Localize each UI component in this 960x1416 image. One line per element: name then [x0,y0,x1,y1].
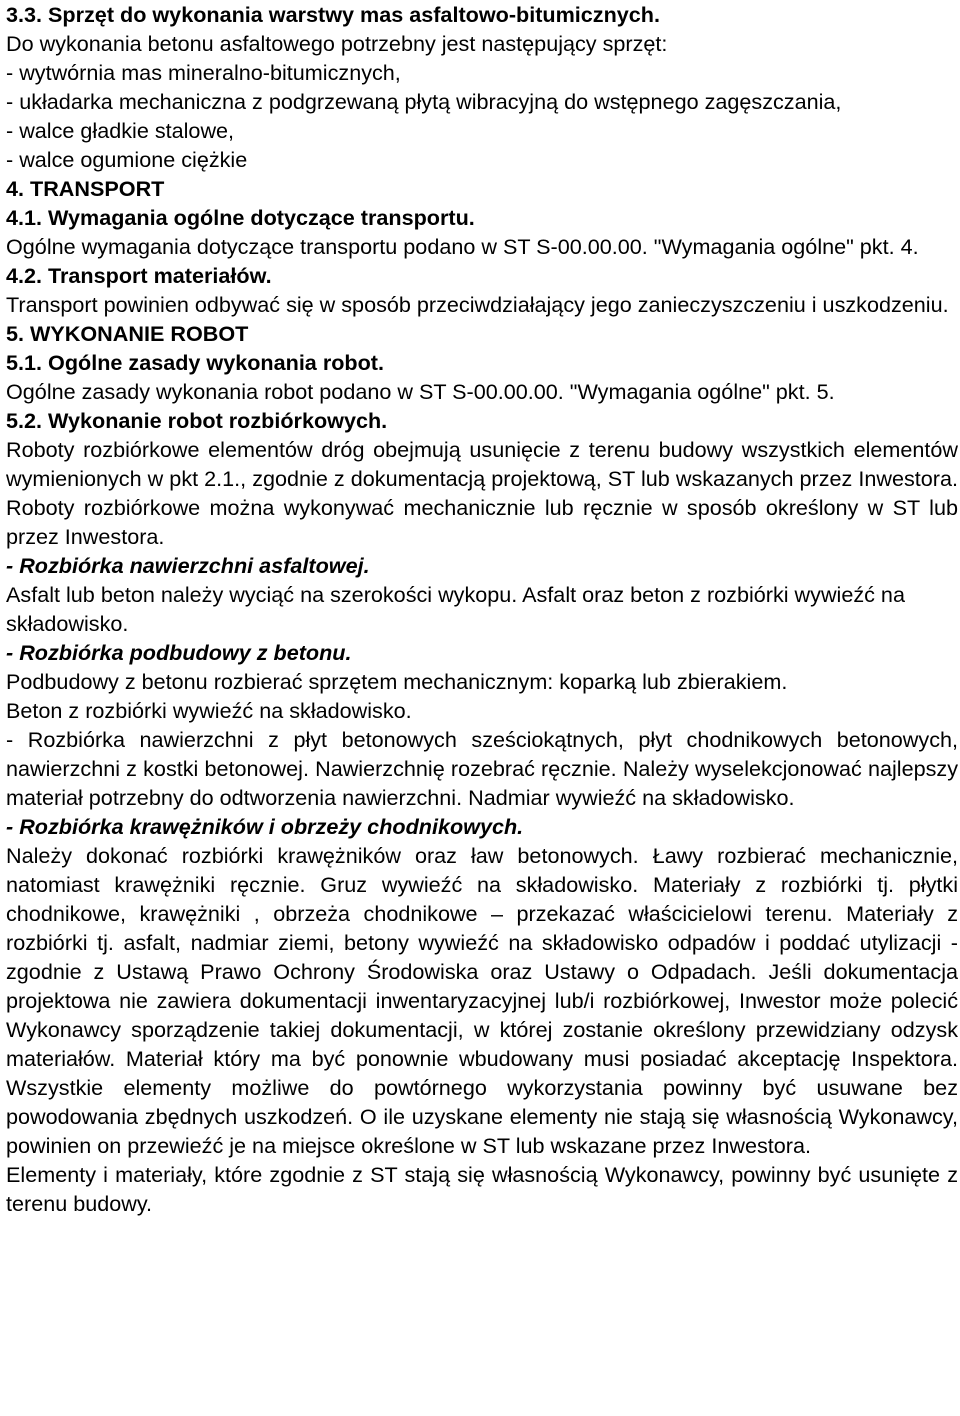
slab-demolition-text: - Rozbiórka nawierzchni z płyt betonowych sześciokątnych, płyt chodnikowych betonowych, nawierzchni z kostki betonowej. Nawierzchnię rozebrać ręcznie. Należy wyselekcjonować najlepszy materiał potrzebny do odtworzenia nawierzchni. Nadmiar wywieźć na składowisko. [6,727,958,810]
section-3-3-heading: 3.3. Sprzęt do wykonania warstwy mas asfaltowo-bitumicznych. [6,2,660,27]
concrete-base-demolition-heading: - Rozbiórka podbudowy z betonu. [6,640,352,665]
section-5-2-text: Roboty rozbiórkowe elementów dróg obejmują usunięcie z terenu budowy wszystkich elementów wymienionych w pkt 2.1., zgodnie z dokumentacją projektową, ST lub wskazanych przez Inwestora. Roboty rozbiórkowe można wykonywać mechanicznie lub ręcznie w sposób określony w ST lub przez Inwestora. [6,437,958,549]
section-4-1-text: Ogólne wymagania dotyczące transportu podano w ST S-00.00.00. "Wymagania ogólne" pkt. 4. [6,234,919,259]
section-4-2-text: Transport powinien odbywać się w sposób przeciwdziałający jego zanieczyszczeniu i uszkodzeniu. [6,292,949,317]
section-5-2-heading: 5.2. Wykonanie robot rozbiórkowych. [6,408,388,433]
asphalt-demolition-heading: - Rozbiórka nawierzchni asfaltowej. [6,553,370,578]
curb-demolition-text: Należy dokonać rozbiórki krawężników oraz ław betonowych. Ławy rozbierać mechanicznie, natomiast krawężniki ręcznie. Gruz wywieźć na składowisko. Materiały z rozbiórki tj. płytki chodnikowe, krawężniki , obrzeża chodnikowe – przekazać właścicielowi terenu. Materiały z rozbiórki tj. asfalt, nadmiar ziemi, betony wywieźć na składowisko odpadów i poddać utylizacji - zgodnie z Ustawą Prawo Ochrony Środowiska oraz Ustawy o Odpadach. Jeśli dokumentacja projektowa nie zawiera dokumentacji inwentaryzacyjnej lub/i rozbiórkowej, Inwestor może polecić Wykonawcy sporządzenie takiej dokumentacji, w której zostanie określony przewidziany odzysk materiałów. Materiał który ma być ponownie wbudowany musi posiadać akceptację Inspektora. Wszystkie elementy możliwe do powtórnego wykorzystania powinny być usuwane bez powodowania zbędnych uszkodzeń. O ile uzyskane elementy nie stają się własnością Wykonawcy, powinien on przewieźć je na miejsce określone w ST lub wskazane przez Inwestora. [6,843,958,1158]
concrete-base-demolition-text: Podbudowy z betonu rozbierać sprzętem mechanicznym: koparką lub zbierakiem. [6,669,788,694]
equipment-item: - wytwórnia mas mineralno-bitumicznych, [6,60,401,85]
section-5-1-heading: 5.1. Ogólne zasady wykonania robot. [6,350,384,375]
equipment-item: - walce gładkie stalowe, [6,118,235,143]
curb-demolition-heading: - Rozbiórka krawężników i obrzeży chodnikowych. [6,814,524,839]
section-4-1-heading: 4.1. Wymagania ogólne dotyczące transportu. [6,205,475,230]
equipment-item: - walce ogumione ciężkie [6,147,248,172]
equipment-intro: Do wykonania betonu asfaltowego potrzebny jest następujący sprzęt: [6,31,668,56]
section-5-heading: 5. WYKONANIE ROBOT [6,321,249,346]
section-4-heading: 4. TRANSPORT [6,176,165,201]
equipment-item: - układarka mechaniczna z podgrzewaną płytą wibracyjną do wstępnego zagęszczania, [6,89,842,114]
concrete-base-demolition-text: Beton z rozbiórki wywieźć na składowisko. [6,698,412,723]
section-5-1-text: Ogólne zasady wykonania robot podano w ST S-00.00.00. "Wymagania ogólne" pkt. 5. [6,379,835,404]
asphalt-demolition-text: Asfalt lub beton należy wyciąć na szerokości wykopu. Asfalt oraz beton z rozbiórki wywieźć na składowisko. [6,582,905,636]
curb-demolition-text: Elementy i materiały, które zgodnie z ST stają się własnością Wykonawcy, powinny być usunięte z terenu budowy. [6,1162,958,1216]
section-4-2-heading: 4.2. Transport materiałów. [6,263,272,288]
